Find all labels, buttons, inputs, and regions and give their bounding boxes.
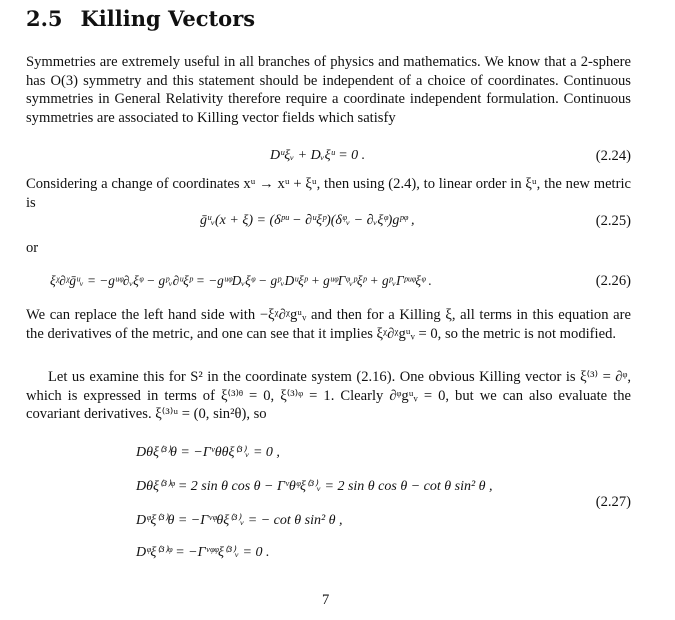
equation-2-27-line-1: Dθξ⁽³⁾θ = −Γᵛθθξ⁽³⁾ᵥ = 0 , [136, 445, 280, 460]
section-number: 2.5 [26, 6, 63, 31]
equation-number-2-26: (2.26) [595, 273, 631, 289]
equation-number-2-25: (2.25) [595, 213, 631, 229]
paragraph-replace: We can replace the left hand side with −ξᵡ∂ᵡgᵘᵥ and then for a Killing ξ, all terms in this equation are the derivatives of the metric, and one can see that it implies ξᵡ∂ᵡgᵘᵥ = 0, so the metric is not modified. [26, 307, 631, 342]
equation-number-2-27: (2.27) [595, 494, 631, 510]
equation-number-2-24: (2.24) [595, 148, 631, 164]
equation-2-27-line-4: Dᵠξ⁽³⁾ᵠ = −Γᵛᵠᵠξ⁽³⁾ᵥ = 0 . [136, 545, 270, 560]
word-or: or [26, 240, 39, 256]
equation-2-27-line-2: Dθξ⁽³⁾ᵠ = 2 sin θ cos θ − Γᵛθᵠξ⁽³⁾ᵥ = 2 sin θ cos θ − cot θ sin² θ , [136, 479, 493, 494]
paragraph-intro: Symmetries are extremely useful in all branches of physics and mathematics. We know that a 2-sphere has O(3) symmetry and this statement should be independent of a choice of coordinates. Continuous symmetries in General Relativity therefore require a coordinate independent formulation. Continuous symmetries are associated to Killing vector fields which satisfy [26, 54, 631, 126]
paragraph-coord-change: Considering a change of coordinates xᵘ → xᵘ + ξᵘ, then using (2.4), to linear order in ξᵘ, the new metric is [26, 176, 631, 211]
equation-2-26: ξᵡ∂ᵡḡᵘᵥ = −gᵘᵠ∂ᵥξᵠ − gᵖᵥ∂ᵘξᵖ = −gᵘᵠDᵥξᵠ − gᵖᵥDᵘξᵖ + gᵘᵠΓᵠᵥᵖξᵖ + gᵖᵥΓᵖᵘᵠξᵠ . [50, 273, 432, 288]
section-title: Killing Vectors [80, 6, 256, 31]
page-number: 7 [322, 592, 330, 608]
equation-2-27-line-3: Dᵠξ⁽³⁾θ = −Γᵛᵠθξ⁽³⁾ᵥ = − cot θ sin² θ , [136, 513, 343, 528]
section-heading [26, 6, 255, 31]
equation-2-25: ḡᵘᵥ(x + ξ) = (δᵖᵘ − ∂ᵘξᵖ)(δᵠᵥ − ∂ᵥξᵠ)gᵖᵠ , [200, 213, 415, 228]
paragraph-examine: Let us examine this for S² in the coordinate system (2.16). One obvious Killing vector is ξ⁽³⁾ = ∂ᵠ, which is expressed in terms of ξ⁽³⁾ᶿ = 0, ξ⁽³⁾ᵠ = 1. Clearly ∂ᵠgᵘᵥ = 0, but we can also evaluate the covariant derivatives. ξ⁽³⁾ᵘ = (0, sin²θ), so [26, 369, 631, 423]
equation-2-24: Dᵘξᵥ + Dᵥξᵘ = 0 . [270, 148, 366, 163]
